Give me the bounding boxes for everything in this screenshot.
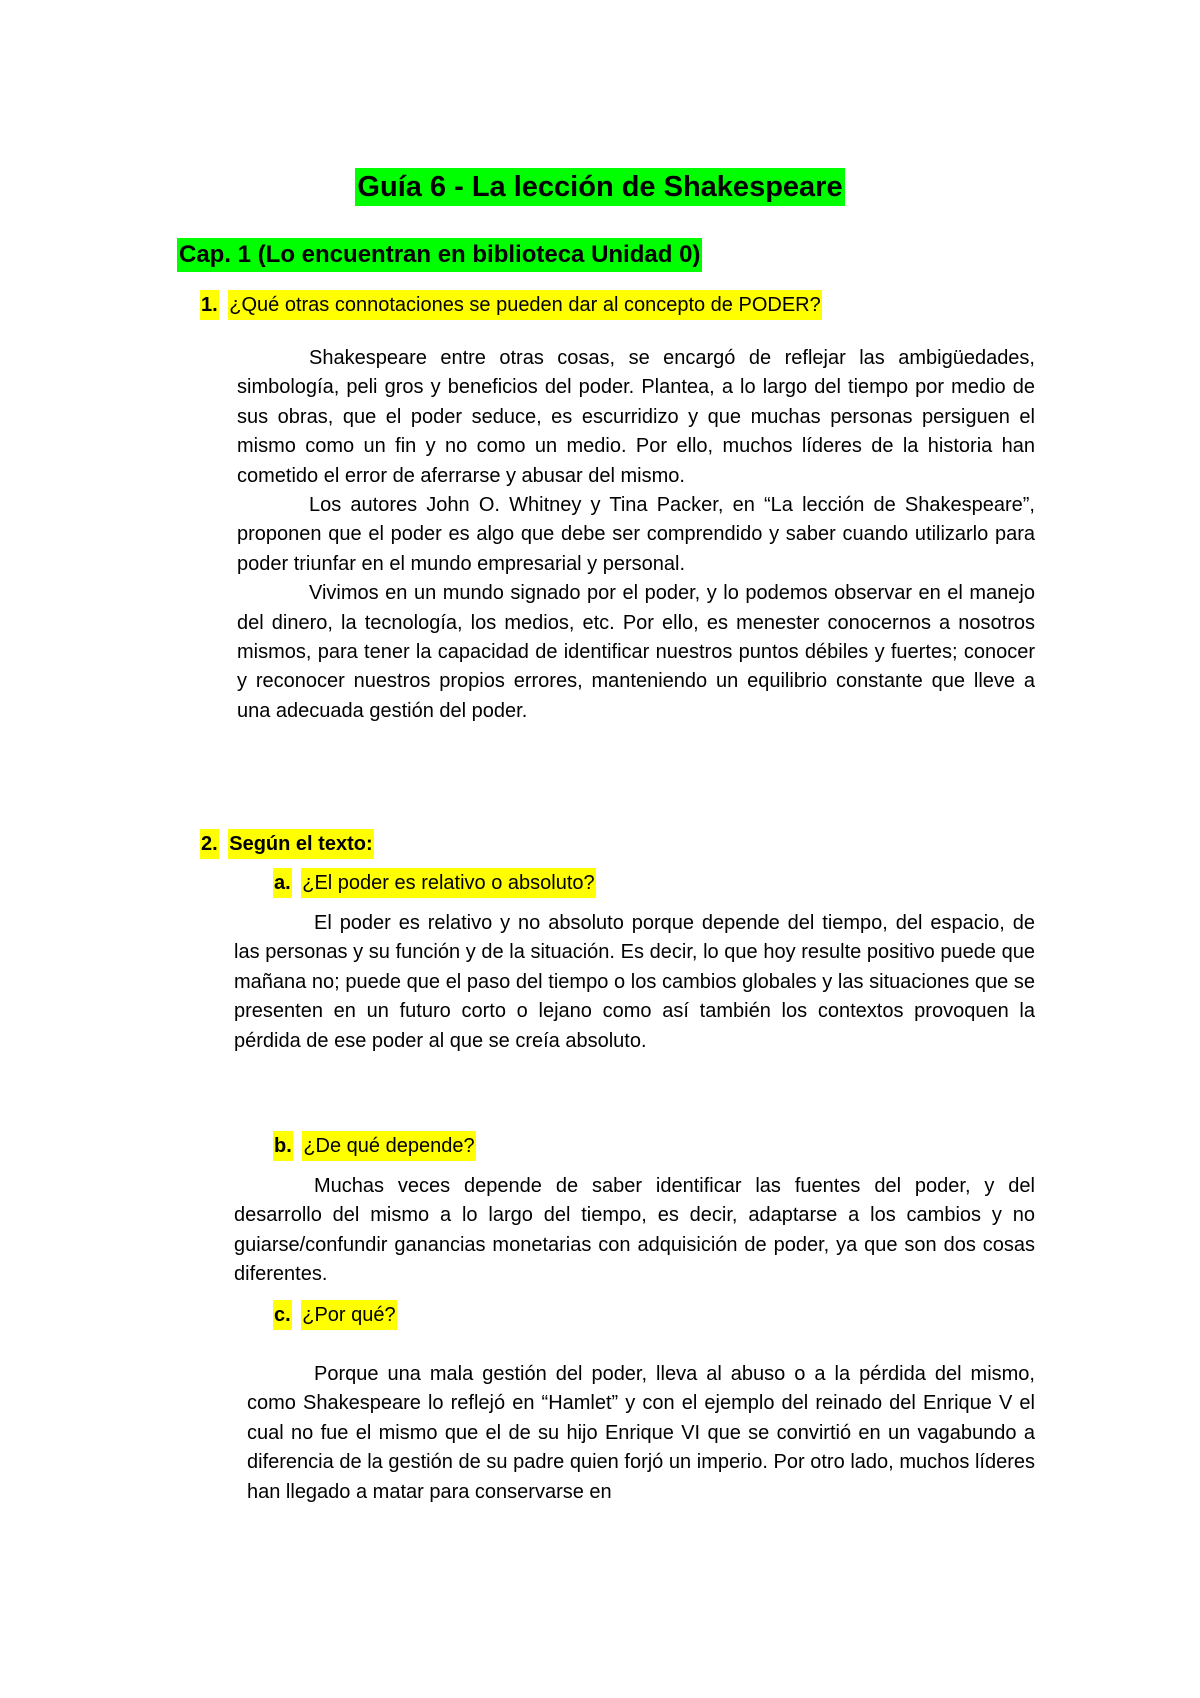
question-2b-letter: b. [273, 1131, 293, 1161]
question-2b [273, 1131, 476, 1161]
question-2a-letter: a. [273, 868, 292, 898]
answer-1-paragraph: Vivimos en un mundo signado por el poder, y lo podemos observar en el manejo del dinero, la tecnología, los medios, etc. Por ello, es menester conocernos a nosotros mismos, para tener la capacidad de identificar nuestros puntos débiles y fuertes; conocer y reconocer nuestros propios errores, manteniendo un equilibrio constante que lleve a una adecuada gestión del poder. [237, 582, 1035, 722]
question-1 [200, 290, 822, 320]
answer-2a [234, 909, 1035, 1056]
question-2c [273, 1300, 397, 1330]
question-2a [273, 868, 596, 898]
title-container [0, 168, 1200, 206]
question-2a-text: ¿El poder es relativo o absoluto? [301, 868, 595, 898]
chapter-heading: Cap. 1 (Lo encuentran en biblioteca Unidad 0) [177, 238, 702, 272]
answer-2a-paragraph: El poder es relativo y no absoluto porque depende del tiempo, del espacio, de las personas y su función y de la situación. Es decir, lo que hoy resulte positivo puede que mañana no; puede que el paso del tiempo o los cambios globales y las situaciones que se presenten en un futuro corto o lejano como así también los contextos provoquen la pérdida de ese poder al que se creía absoluto. [234, 912, 1035, 1052]
question-2b-text: ¿De qué depende? [302, 1131, 475, 1161]
question-2 [200, 829, 374, 859]
answer-2c [247, 1360, 1035, 1507]
question-2-number: 2. [200, 829, 219, 859]
answer-2c-paragraph: Porque una mala gestión del poder, lleva al abuso o a la pérdida del mismo, como Shakespeare lo reflejó en “Hamlet” y con el ejemplo del reinado del Enrique V el cual no fue el mismo que el de su hijo Enrique VI que se convirtió en un vagabundo a diferencia de la gestión de su padre quien forjó un imperio. Por otro lado, muchos líderes han llegado a matar para conservarse en [247, 1363, 1035, 1503]
question-1-number: 1. [200, 290, 219, 320]
answer-2b [234, 1172, 1035, 1290]
answer-2b-paragraph: Muchas veces depende de saber identificar las fuentes del poder, y del desarrollo del mismo a lo largo del tiempo, es decir, adaptarse a los cambios y no guiarse/confundir ganancias monetarias con adquisición de poder, ya que son dos cosas diferentes. [234, 1175, 1035, 1286]
answer-1 [237, 344, 1035, 726]
document-title: Guía 6 - La lección de Shakespeare [355, 168, 844, 206]
answer-1-paragraph: Shakespeare entre otras cosas, se encargó de reflejar las ambigüedades, simbología, peli gros y beneficios del poder. Plantea, a lo largo del tiempo por medio de sus obras, que el poder seduce, es escurridizo y que muchas personas persiguen el mismo como un fin y no como un medio. Por ello, muchos líderes de la historia han cometido el error de aferrarse y abusar del mismo. [237, 347, 1035, 487]
question-1-text: ¿Qué otras connotaciones se pueden dar al concepto de PODER? [228, 290, 821, 320]
question-2c-text: ¿Por qué? [301, 1300, 396, 1330]
answer-1-paragraph: Los autores John O. Whitney y Tina Packer, en “La lección de Shakespeare”, proponen que el poder es algo que debe ser comprendido y saber cuando utilizarlo para poder triunfar en el mundo empresarial y personal. [237, 494, 1035, 575]
question-2-text: Según el texto: [228, 829, 373, 859]
question-2c-letter: c. [273, 1300, 292, 1330]
